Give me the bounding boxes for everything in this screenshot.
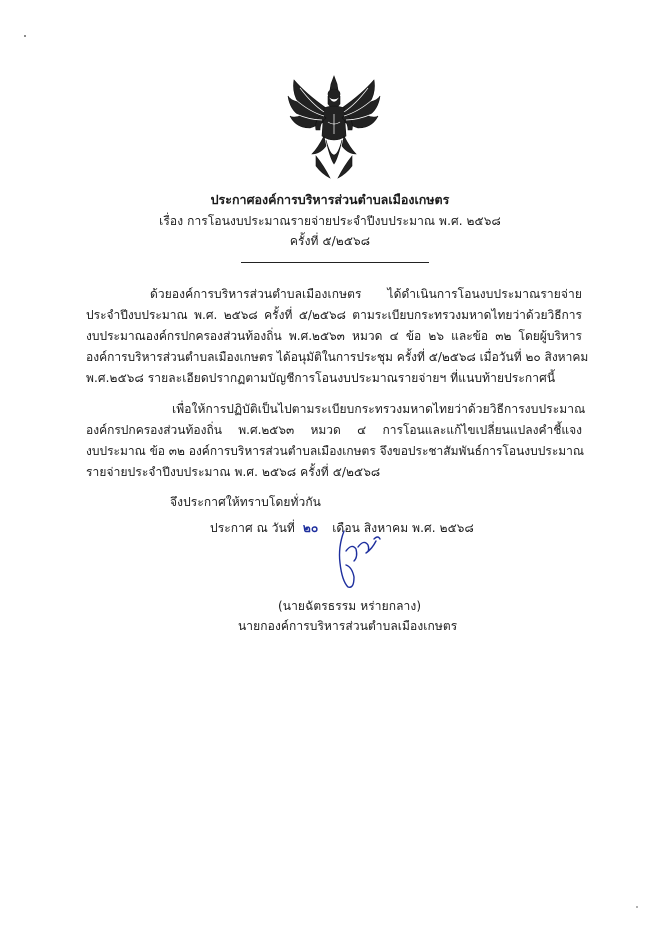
handwritten-signature — [330, 527, 390, 597]
paragraph1-line: องค์การบริหารส่วนตำบลเมืองเกษตร ได้อนุมัติในการประชุม ครั้งที่ ๕/๒๕๖๘ เมื่อวันที่ ๒๐ สิงหาคม — [86, 350, 589, 364]
paragraph1-line: พ.ศ.๒๕๖๘ รายละเอียดปรากฏตามบัญชีการโอนงบประมาณรายจ่ายฯ ที่แนบท้ายประกาศนี้ — [86, 371, 556, 385]
paragraph2-line: เพื่อให้การปฏิบัติเป็นไปตามระเบียบกระทรวงมหาดไทยว่าด้วยวิธีการงบประมาณ — [172, 402, 586, 416]
paragraph2-line: องค์กรปกครองส่วนท้องถิ่น พ.ศ.๒๕๖๓ หมวด ๔ การโอนและแก้ไขเปลี่ยนแปลงคำชี้แจง — [86, 423, 582, 437]
date-prefix: ประกาศ ณ วันที่ — [210, 521, 295, 535]
announcement-title: ประกาศองค์การบริหารส่วนตำบลเมืองเกษตร — [210, 192, 450, 207]
paragraph2-line: งบประมาณ ข้อ ๓๒ องค์การบริหารส่วนตำบลเมืองเกษตร จึงขอประชาสัมพันธ์การโอนงบประมาณ — [86, 444, 585, 458]
signatory-position: นายกองค์การบริหารส่วนตำบลเมืองเกษตร — [238, 619, 458, 633]
closing-line: จึงประกาศให้ทราบโดยทั่วกัน — [170, 495, 321, 509]
subject-line: เรื่อง การโอนงบประมาณรายจ่ายประจำปีงบประมาณ พ.ศ. ๒๕๖๘ — [159, 214, 501, 228]
round-line: ครั้งที่ ๕/๒๕๖๘ — [289, 234, 371, 248]
signatory-name: (นายฉัตรธรรม หร่ายกลาง) — [278, 599, 422, 613]
header-divider — [241, 262, 429, 263]
paragraph1-line: ประจำปีงบประมาณ พ.ศ. ๒๕๖๘ ครั้งที่ ๕/๒๕๖๘ ตามระเบียบกระทรวงมหาดไทยว่าด้วยวิธีการ — [86, 308, 582, 322]
scan-speck — [636, 906, 638, 908]
paragraph2-line: รายจ่ายประจำปีงบประมาณ พ.ศ. ๒๕๖๘ ครั้งที่ ๕/๒๕๖๘ — [86, 465, 381, 479]
paragraph1-line: งบประมาณองค์กรปกครองส่วนท้องถิ่น พ.ศ.๒๕๖๓ หมวด ๔ ข้อ ๒๖ และข้อ ๓๒ โดยผู้บริหาร — [86, 329, 582, 343]
paragraph1-line: ด้วยองค์การบริหารส่วนตำบลเมืองเกษตร ได้ดำเนินการโอนงบประมาณรายจ่าย — [150, 287, 582, 301]
date-suffix: เดือน สิงหาคม พ.ศ. ๒๕๖๘ — [332, 521, 474, 535]
date-day-handwritten: ๒๐ — [302, 521, 319, 535]
scan-speck — [24, 35, 26, 37]
garuda-emblem-icon — [286, 74, 382, 182]
